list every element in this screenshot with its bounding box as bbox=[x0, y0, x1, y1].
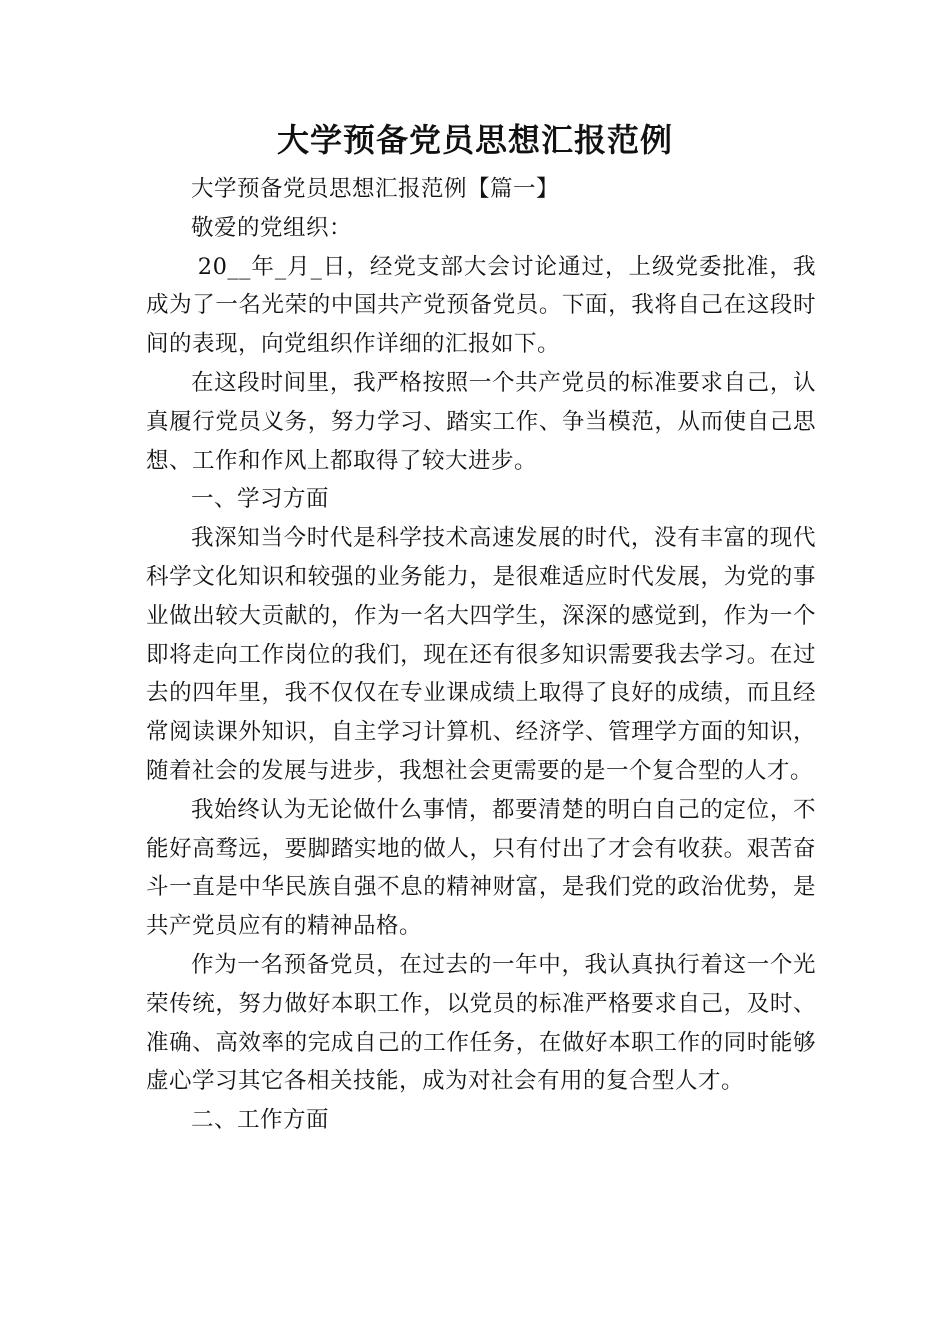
salutation: 敬爱的党组织： bbox=[191, 214, 353, 241]
section-heading-work: 二、工作方面 bbox=[191, 1107, 330, 1134]
paragraph-attitude: 我始终认为无论做什么事情，都要清楚的明白自己的定位，不能好高骛远，要脚踏实地的做人，只有付出了才会有收获。艰苦奋斗一直是中华民族自强不息的精神财富，是我们党的政治优势，是共产党员应有的精神品格。 bbox=[146, 796, 816, 940]
document-body bbox=[146, 170, 816, 1140]
paragraph-probationary-member: 作为一名预备党员，在过去的一年中，我认真执行着这一个光荣传统，努力做好本职工作，以党员的标准严格要求自己，及时、准确、高效率的完成自己的工作任务，在做好本职工作的同时能够虚心学习其它各相关技能，成为对社会有用的复合型人才。 bbox=[146, 951, 816, 1095]
section-heading-study: 一、学习方面 bbox=[191, 486, 330, 513]
section-heading-part-one: 大学预备党员思想汇报范例【篇一】 bbox=[191, 176, 560, 202]
document-title: 大学预备党员思想汇报范例 bbox=[276, 121, 673, 159]
paragraph-study: 我深知当今时代是科学技术高速发展的时代，没有丰富的现代科学文化知识和较强的业务能力，是很难适应时代发展，为党的事业做出较大贡献的，作为一名大四学生，深深的感觉到，作为一个即将走向工作岗位的我们，现在还有很多知识需要我去学习。在过去的四年里，我不仅仅在专业课成绩上取得了良好的成绩，而且经常阅读课外知识，自主学习计算机、经济学、管理学方面的知识，随着社会的发展与进步，我想社会更需要的是一个复合型的人才。 bbox=[146, 525, 816, 784]
paragraph-overview: 在这段时间里，我严格按照一个共产党员的标准要求自己，认真履行党员义务，努力学习、踏实工作、争当模范，从而使自己思想、工作和作风上都取得了较大进步。 bbox=[146, 369, 816, 474]
paragraph-intro: 20__年_月_日，经党支部大会讨论通过，上级党委批准，我成为了一名光荣的中国共产党预备党员。下面，我将自己在这段时间的表现，向党组织作详细的汇报如下。 bbox=[146, 253, 816, 358]
